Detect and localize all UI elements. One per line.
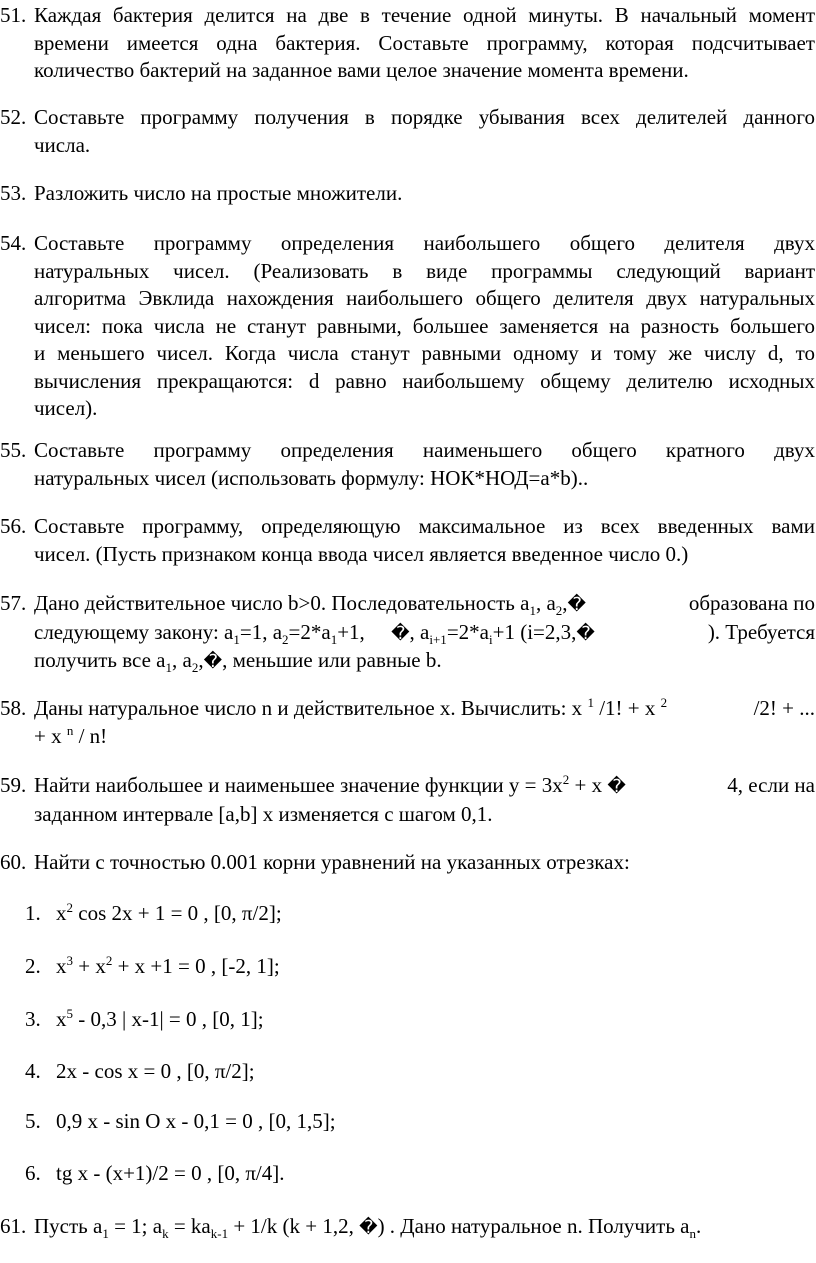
task-text [34, 695, 815, 750]
task-text [34, 104, 815, 159]
task-number: 54. [0, 231, 27, 255]
unknown-glyph-icon: � [607, 776, 626, 797]
task-number: 53. [0, 181, 27, 205]
text-line: вычисления прекращаются: d равно наибольшему общему делителю исходных [34, 368, 815, 393]
task-number: 55. [0, 438, 27, 462]
equation-text: $x^3 + x^2 + x +1 = 0$ , [-2, 1]; [56, 953, 280, 978]
equation-text: 0,9 x - sin O x - 0,1 = 0 , [0, 1,5]; [56, 1109, 336, 1133]
equation-number: 6. [25, 1161, 41, 1185]
equation-number: 5. [25, 1109, 41, 1133]
task-number: 57. [0, 591, 27, 615]
text-line: количество бактерий на заданное вами целое значение момента времени. [34, 58, 689, 82]
task-text [34, 590, 815, 676]
task-number: 58. [0, 696, 27, 720]
text-line: и меньшего чисел. Когда числа станут равными одному и тому же числу d, то [34, 341, 815, 365]
task-text [34, 2, 815, 85]
equation-text: $x^5 - 0,3$ | x-1| = 0 , [0, 1]; [56, 1006, 264, 1031]
text-line: получить все $a_1$, $a_2,�$, меньшие или равные b. [34, 648, 442, 676]
task-number: 51. [0, 3, 27, 27]
equation-number: 3. [25, 1007, 41, 1031]
task-text [34, 437, 815, 492]
task-text [34, 772, 815, 828]
text-line: времени имеется одна бактерия. Составьте программу, которая подсчитывает [34, 30, 815, 55]
text-line: алгоритма Эвклида нахождения наибольшего общего делителя двух натуральных [34, 286, 815, 310]
text-line: Пусть $a_1 = 1$; $a_k = ka_{k-1} + 1/k$ (k + 1,2, �) . Дано натуральное n. Получить $a_n$. [34, 1214, 702, 1242]
text-line: Составьте программу определения наименьшего общего кратного двух [34, 438, 815, 462]
text-line: Составьте программу, определяющую максимальное из всех введенных вами [34, 514, 815, 538]
text-line: следующему закону: $a_1=1$, $a_2=2*a_1+1$, �, $a_{i+1}=2*a_i+1$ (i=2,3,� ). Требуется [34, 619, 815, 647]
unknown-glyph-icon: � [576, 622, 595, 644]
text-line: натуральных чисел (использовать формулу: НОК*НОД=a*b).. [34, 465, 589, 490]
text-line: заданном интервале [a,b] x изменяется с шагом 0,1. [34, 801, 493, 826]
equation-number: 1. [25, 901, 41, 925]
equation-number: 2. [25, 954, 41, 978]
text-line: чисел). [34, 396, 98, 420]
text-line: чисел: пока числа не станут равными, большее заменяется на разность большего [34, 313, 815, 338]
text-line: Найти с точностью 0.001 корни уравнений на указанных отрезках: [34, 850, 630, 874]
task-text [34, 1213, 815, 1242]
text-line: Разложить число на простые множители. [34, 181, 403, 205]
text-line: Составьте программу определения наибольшего общего делителя двух [34, 231, 815, 255]
task-number: 52. [0, 105, 27, 129]
text-line: + x $^n$ / n! [34, 722, 108, 748]
task-number: 60. [0, 850, 27, 874]
equation-text: 2x - cos x = 0 , [0, π/2]; [56, 1059, 255, 1083]
unknown-glyph-icon: � [203, 651, 223, 672]
text-line: натуральных чисел. (Реализовать в виде программы следующий вариант [34, 258, 815, 283]
equation-number: 4. [25, 1059, 41, 1083]
text-line: Составьте программу получения в порядке убывания всех делителей данного [34, 105, 815, 129]
task-number: 56. [0, 514, 27, 538]
equation-text: tg x - (x+1)/2 = 0 , [0, π/4]. [56, 1161, 285, 1185]
task-number: 59. [0, 773, 27, 797]
unknown-glyph-icon: � [359, 1217, 378, 1238]
text-line: Даны натуральное число n и действительное x. Вычислить: x $^1$ /1! + x $^2$ /2! + ... [34, 695, 815, 720]
task-text [34, 513, 815, 568]
text-line: Каждая бактерия делится на две в течение одной минуты. В начальный момент [34, 3, 815, 27]
text-line: Дано действительное число b>0. Последовательность $a_1$, $a_2,�$ образована по [34, 591, 815, 619]
text-line: Найти наибольшее и наименьшее значение функции $y = 3x^2 + x$ � 4, если на [34, 772, 815, 797]
task-text [34, 849, 815, 877]
unknown-glyph-icon: � [567, 594, 586, 615]
task-text [34, 180, 815, 208]
task-number: 61. [0, 1214, 27, 1238]
text-line: чисел. (Пусть признаком конца ввода чисел является введенное число 0.) [34, 541, 689, 566]
unknown-glyph-icon: � [391, 622, 410, 644]
text-line: числа. [34, 132, 91, 157]
task-text [34, 230, 815, 423]
equation-text: $x^2$ cos 2x + 1 = 0 , [0, π/2]; [56, 900, 282, 925]
